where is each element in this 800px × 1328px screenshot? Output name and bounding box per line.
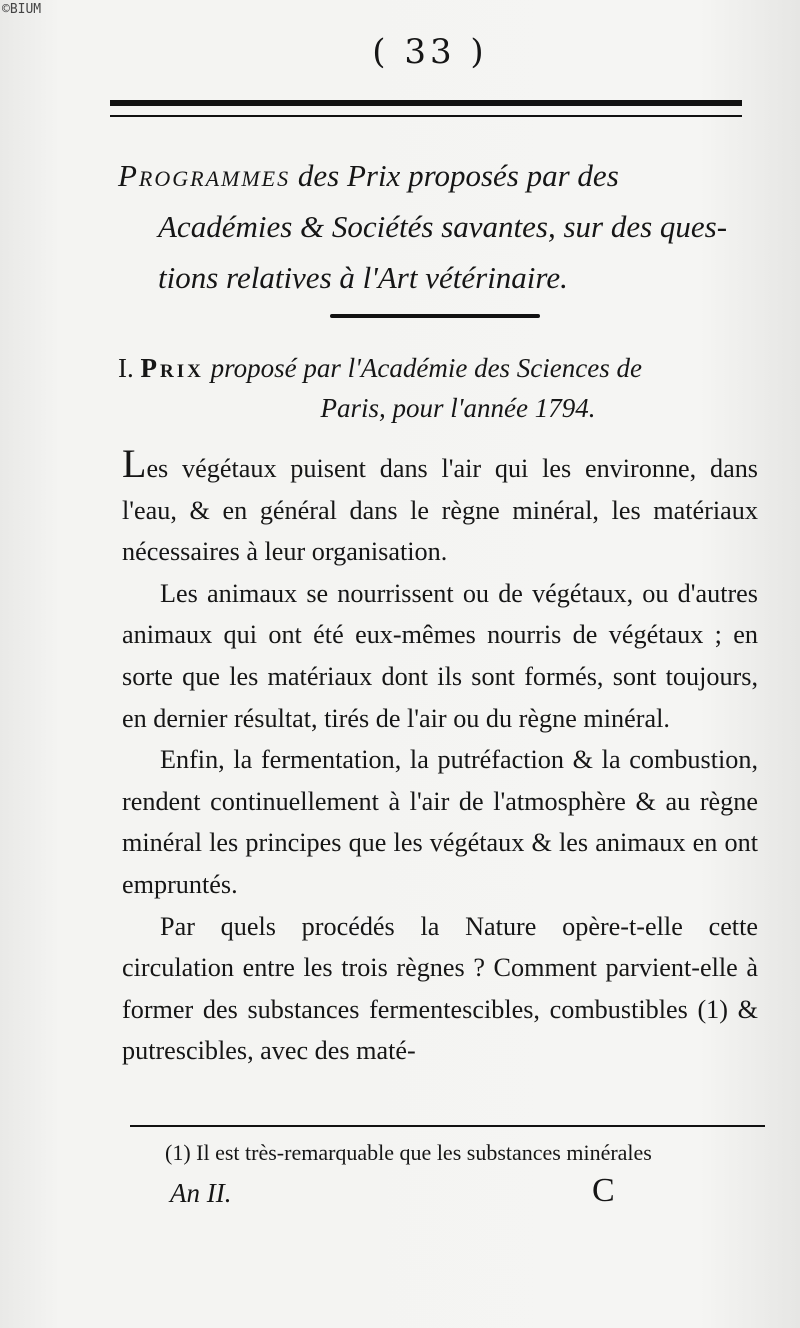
footnote: (1) Il est très-remarquable que les substances minérales — [165, 1140, 652, 1165]
prize-smallcaps: Prix — [140, 353, 204, 383]
prize-line-1 — [118, 353, 642, 383]
drop-cap: L — [122, 441, 147, 486]
prize-line-1-rest: proposé par l'Académie des Sciences de — [203, 353, 642, 383]
paragraph-1 — [122, 441, 758, 573]
section-heading — [118, 150, 753, 303]
header-rule-thin — [110, 115, 742, 117]
signature-mark-left: An II. — [170, 1178, 232, 1208]
watermark: ©BIUM — [2, 2, 42, 17]
heading-line-1-rest: des Prix proposés par des — [290, 158, 619, 193]
signature-mark-right: C — [592, 1172, 615, 1209]
page-number: ( 33 ) — [372, 32, 488, 72]
footnote-rule — [130, 1125, 765, 1127]
heading-line-2: Académies & Sociétés savantes, sur des ques- — [158, 209, 728, 244]
paragraph-2: Les animaux se nourrissent ou de végétaux, ou d'autres animaux qui ont été eux-mêmes nourris de végétaux ; en sorte que les matériaux dont ils sont formés, sont toujours, en dernier résultat, tirés de l'air ou du règne minéral. — [122, 578, 758, 733]
heading-line-1 — [118, 158, 619, 193]
prize-title — [118, 348, 758, 428]
prize-line-2: Paris, pour l'année 1794. — [320, 393, 596, 423]
heading-line-3: tions relatives à l'Art vétérinaire. — [158, 260, 568, 295]
paragraph-4: Par quels procédés la Nature opère-t-elle cette circulation entre les trois règnes ? Comment parvient-elle à former des substances fermentescibles, combustibles (1) & putrescibles, avec des maté- — [122, 911, 758, 1066]
paragraph-3: Enfin, la fermentation, la putréfaction & la combustion, rendent continuellement à l'air de l'atmosphère & au règne minéral les principes que les végétaux & les animaux en ont empruntés. — [122, 745, 758, 899]
header-rule-thick — [110, 100, 742, 106]
heading-smallcaps: Programmes — [118, 158, 291, 193]
prize-number: I. — [118, 353, 134, 383]
body-text — [122, 441, 758, 1072]
section-divider — [330, 314, 540, 318]
paragraph-1-text: es végétaux puisent dans l'air qui les environne, dans l'eau, & en général dans le règne minéral, les matériaux nécessaires à leur organisation. — [122, 454, 758, 567]
